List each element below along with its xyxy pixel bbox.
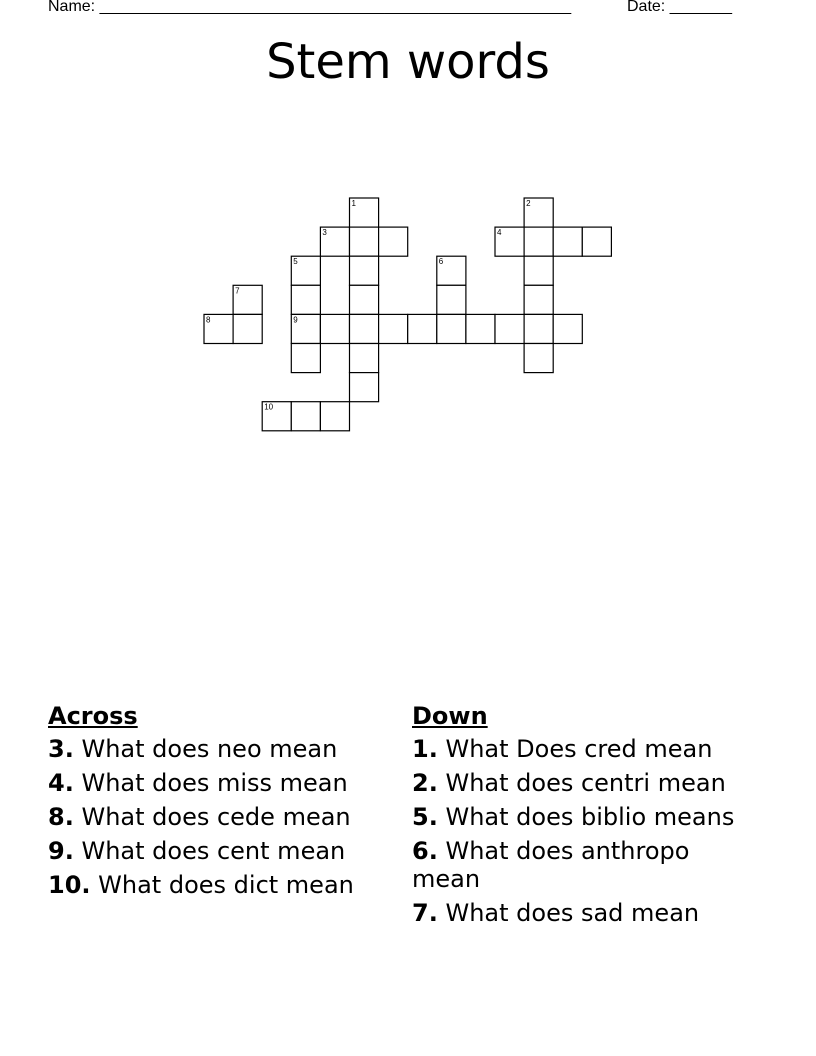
crossword-cell[interactable] xyxy=(291,344,320,373)
crossword-cell[interactable] xyxy=(350,373,379,402)
crossword-cell[interactable] xyxy=(524,198,553,227)
page-title: Stem words xyxy=(266,34,550,90)
crossword-cell[interactable] xyxy=(466,314,495,343)
crossword-cell[interactable] xyxy=(553,314,582,343)
cell-number: 3 xyxy=(322,228,327,238)
cell-number: 9 xyxy=(293,315,298,325)
crossword-cell[interactable] xyxy=(379,314,408,343)
crossword-cell[interactable] xyxy=(350,285,379,314)
crossword-cell[interactable] xyxy=(582,227,611,256)
cell-number: 10 xyxy=(264,402,274,412)
cell-number: 2 xyxy=(526,199,531,208)
crossword-cell[interactable] xyxy=(524,344,553,373)
cell-number: 7 xyxy=(235,286,240,296)
clue-across-8: 8. What does cede mean xyxy=(48,803,351,831)
crossword-cell[interactable] xyxy=(553,227,582,256)
crossword-cell[interactable] xyxy=(408,314,437,343)
name-field[interactable]: Name: _____________________________________________________ xyxy=(48,0,572,15)
clue-down-6: 6. What does anthropo mean xyxy=(412,837,690,893)
crossword-cell[interactable] xyxy=(524,256,553,285)
clue-across-9: 9. What does cent mean xyxy=(48,837,346,865)
crossword-cell[interactable] xyxy=(350,314,379,343)
clue-down-1: 1. What Does cred mean xyxy=(412,735,713,763)
crossword-cell[interactable] xyxy=(437,256,466,285)
crossword-cell[interactable] xyxy=(291,256,320,285)
cell-number: 8 xyxy=(206,315,211,325)
crossword-cell[interactable] xyxy=(233,285,262,314)
crossword-cell[interactable] xyxy=(320,314,349,343)
clue-down-2: 2. What does centri mean xyxy=(412,769,726,797)
cell-number: 1 xyxy=(351,199,356,208)
crossword-cell[interactable] xyxy=(320,227,349,256)
down-heading: Down xyxy=(412,702,488,730)
crossword-cell[interactable] xyxy=(495,314,524,343)
cell-number: 6 xyxy=(438,257,444,267)
crossword-cell[interactable] xyxy=(350,198,379,227)
crossword-cell[interactable] xyxy=(350,344,379,373)
crossword-cell[interactable] xyxy=(233,314,262,343)
crossword-cell[interactable] xyxy=(320,402,349,431)
clue-across-3: 3. What does neo mean xyxy=(48,735,338,763)
clue-across-4: 4. What does miss mean xyxy=(48,769,348,797)
across-heading: Across xyxy=(48,702,138,730)
crossword-cell[interactable] xyxy=(379,227,408,256)
crossword-cell[interactable] xyxy=(437,285,466,314)
crossword-cell[interactable] xyxy=(350,227,379,256)
crossword-cell[interactable] xyxy=(524,285,553,314)
clue-down-5: 5. What does biblio means xyxy=(412,803,735,831)
date-field[interactable]: Date: _______ xyxy=(627,0,732,15)
crossword-cell[interactable] xyxy=(262,402,291,431)
crossword-cell[interactable] xyxy=(495,227,524,256)
header-line xyxy=(48,0,748,18)
crossword-cell[interactable] xyxy=(437,314,466,343)
crossword-cell[interactable] xyxy=(204,314,233,343)
cell-number: 4 xyxy=(497,228,502,238)
clue-down-7: 7. What does sad mean xyxy=(412,899,700,927)
down-clues xyxy=(412,702,752,933)
crossword-cell[interactable] xyxy=(291,402,320,431)
clue-across-10: 10. What does dict mean xyxy=(48,871,354,899)
crossword-cell[interactable] xyxy=(524,314,553,343)
crossword-cell[interactable] xyxy=(291,314,320,343)
crossword-cell[interactable] xyxy=(524,227,553,256)
crossword-cell[interactable] xyxy=(350,256,379,285)
across-clues xyxy=(48,702,388,905)
cell-number: 5 xyxy=(293,257,298,267)
crossword-cell[interactable] xyxy=(291,285,320,314)
